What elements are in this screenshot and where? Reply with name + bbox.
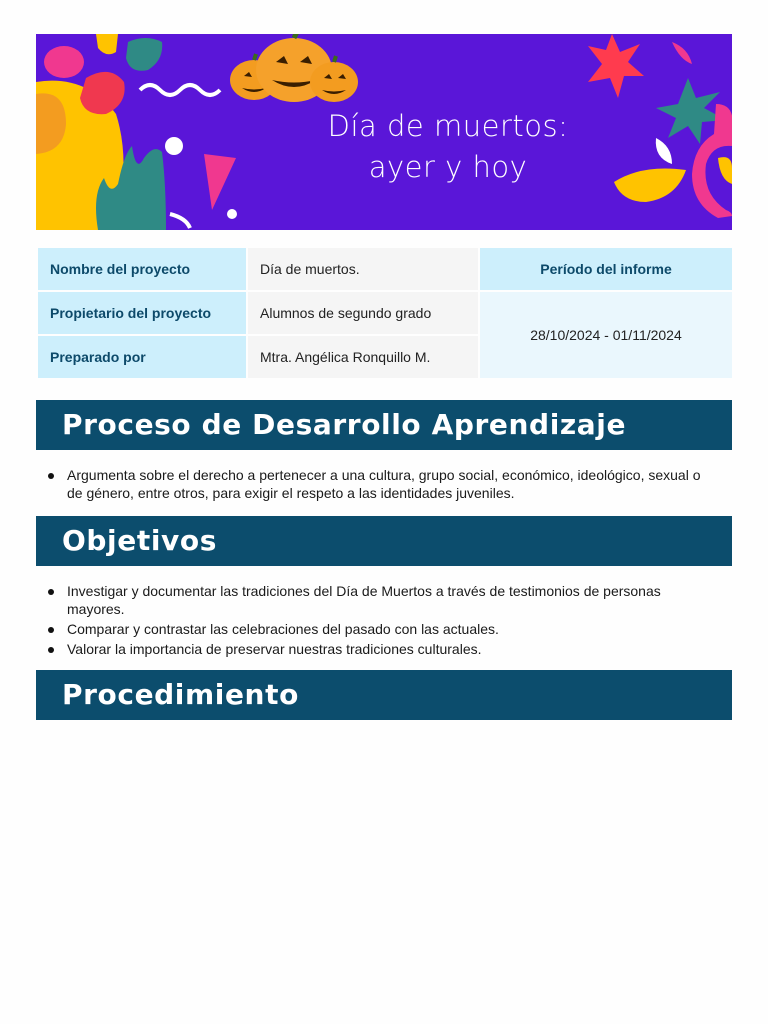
white-arc-shape-2 <box>170 214 190 228</box>
white-leaf-shape <box>656 138 672 164</box>
white-dot-small-shape <box>227 209 237 219</box>
pink-triangle-shape <box>204 154 236 210</box>
report-period-label: Período del informe <box>480 248 732 290</box>
section-title-process: Proceso de Desarrollo Aprendizaje <box>36 400 732 450</box>
prepared-by-label: Preparado por <box>38 336 246 378</box>
list-item: Comparar y contrastar las celebraciones del pasado con las actuales. <box>36 620 716 638</box>
banner-title-line-1: Día de muertos: <box>327 109 569 143</box>
banner-title <box>298 106 598 188</box>
red-star-shape <box>588 34 644 98</box>
project-info-table <box>36 246 734 380</box>
yellow-leaf-shape <box>614 169 686 203</box>
header-banner <box>36 34 732 230</box>
yellow-blob-shape <box>96 34 118 54</box>
section-title-procedure: Procedimiento <box>36 670 732 720</box>
pink-blob-shape <box>44 46 84 78</box>
section-title-objectives: Objetivos <box>36 516 732 566</box>
red-blob-shape <box>80 72 125 114</box>
banner-title-line-2: ayer y hoy <box>368 150 528 184</box>
process-list <box>36 466 716 504</box>
objectives-list <box>36 582 716 660</box>
pink-leaf-shape <box>672 42 692 64</box>
teal-blob-shape <box>126 38 162 71</box>
prepared-by-value: Mtra. Angélica Ronquillo M. <box>248 336 478 378</box>
white-dot-shape <box>165 137 183 155</box>
report-period-value: 28/10/2024 - 01/11/2024 <box>480 292 732 378</box>
project-owner-value: Alumnos de segundo grado <box>248 292 478 334</box>
yellow-small-shape <box>718 157 732 184</box>
project-owner-label: Propietario del proyecto <box>38 292 246 334</box>
project-name-label: Nombre del proyecto <box>38 248 246 290</box>
list-item: Argumenta sobre el derecho a pertenecer a una cultura, grupo social, económico, ideológico, sexual o de género, entre otros, para exigir el respeto a las identidades juveniles. <box>36 466 716 502</box>
list-item: Investigar y documentar las tradiciones del Día de Muertos a través de testimonios de personas mayores. <box>36 582 716 618</box>
list-item: Valorar la importancia de preservar nuestras tradiciones culturales. <box>36 640 716 658</box>
white-squiggle-shape <box>140 85 220 95</box>
project-name-value: Día de muertos. <box>248 248 478 290</box>
